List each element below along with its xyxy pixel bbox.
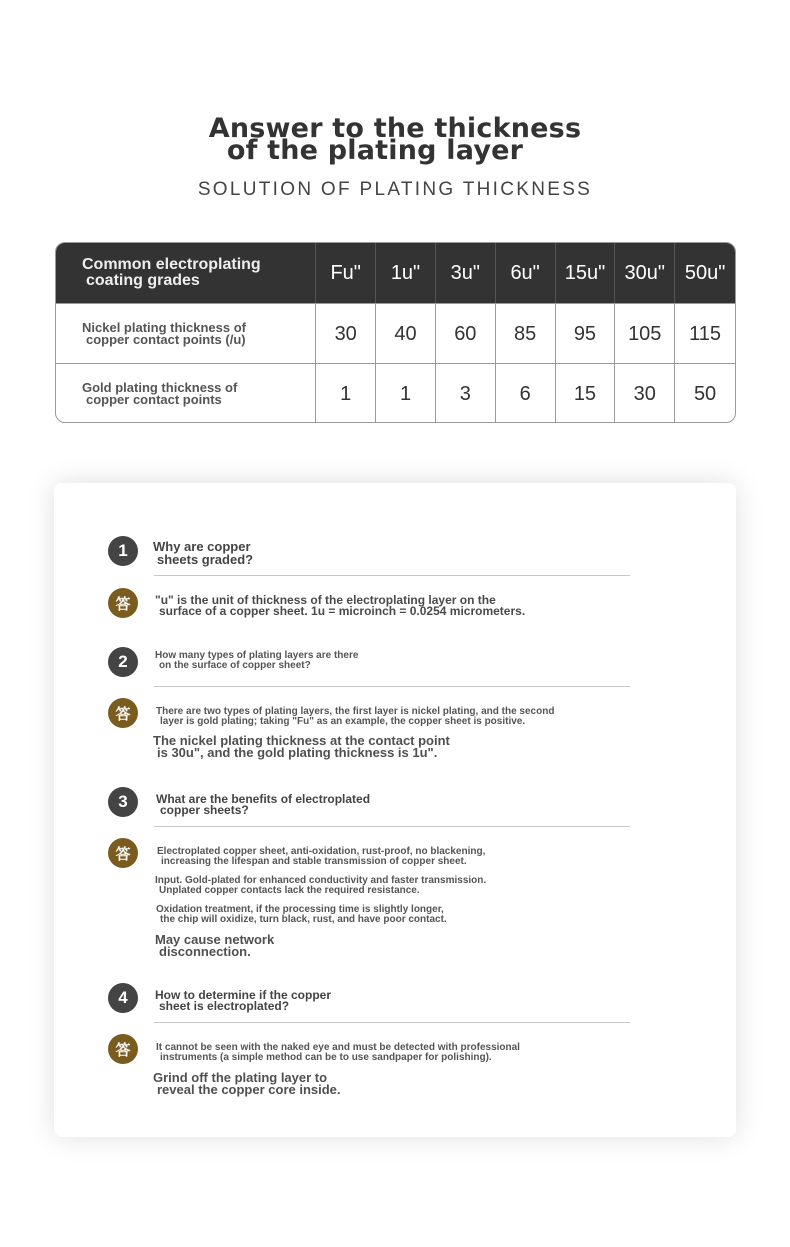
question-1-line-1: Why are copper — [153, 539, 251, 554]
grade-header-cell: Fu" — [315, 243, 375, 303]
answer-icon: 答 — [108, 588, 138, 618]
answer-3-line-3: Input. Gold-plated for enhanced conductivity and faster transmission. — [155, 875, 487, 886]
question-number-badge: 1 — [108, 536, 138, 566]
question-number-badge: 4 — [108, 983, 138, 1013]
answer-4-line-1: It cannot be seen with the naked eye and must be detected with professional — [156, 1042, 520, 1053]
question-number-badge: 3 — [108, 787, 138, 817]
gold-value-cell: 30 — [614, 364, 674, 423]
gold-label-line-2: copper contact points — [86, 392, 222, 407]
answer-2-part-2 — [153, 735, 450, 759]
answer-icon: 答 — [108, 1034, 138, 1064]
nickel-value-cell: 95 — [555, 304, 615, 364]
nickel-value-cell: 40 — [375, 304, 435, 364]
gold-value-cell: 1 — [375, 364, 435, 423]
nickel-value-cell: 85 — [495, 304, 555, 364]
grade-header-cell: 3u" — [435, 243, 495, 303]
answer-3-line-8: disconnection. — [159, 944, 251, 959]
faq-card — [54, 483, 736, 1137]
question-number-badge: 2 — [108, 647, 138, 677]
grade-header-cell: 6u" — [495, 243, 555, 303]
answer-3-line-6: the chip will oxidize, turn black, rust, and have poor contact. — [160, 914, 447, 925]
answer-4-part-2 — [153, 1072, 341, 1096]
answer-4-line-4: reveal the copper core inside. — [157, 1082, 341, 1097]
table-header-row — [56, 243, 735, 303]
question-4 — [155, 990, 331, 1012]
answer-3-line-7: May cause network — [155, 932, 275, 947]
divider — [154, 686, 630, 687]
plating-grade-table — [55, 242, 736, 423]
header-label — [56, 243, 315, 303]
gold-value-cell: 1 — [315, 364, 375, 423]
nickel-value-cell: 105 — [614, 304, 674, 364]
answer-2-part-1 — [156, 707, 554, 727]
grade-header-cell: 50u" — [674, 243, 735, 303]
nickel-row-label — [56, 304, 315, 364]
answer-2-line-3: The nickel plating thickness at the contact point — [153, 733, 450, 748]
gold-value-cell: 3 — [435, 364, 495, 423]
answer-4-line-2: instruments (a simple method can be to use sandpaper for polishing). — [160, 1052, 492, 1063]
question-1-line-2: sheets graded? — [157, 552, 254, 567]
page-subtitle: SOLUTION OF PLATING THICKNESS — [197, 179, 593, 200]
nickel-label-line-2: copper contact points (/u) — [86, 332, 246, 347]
question-2-line-1: How many types of plating layers are there — [155, 650, 359, 661]
divider — [154, 826, 630, 827]
gold-value-cell: 6 — [495, 364, 555, 423]
answer-3-part-1 — [157, 847, 485, 867]
answer-2-line-1: There are two types of plating layers, the first layer is nickel plating, and the second — [156, 706, 555, 717]
divider — [154, 575, 630, 576]
grade-header-cell: 1u" — [375, 243, 435, 303]
question-4-line-1: How to determine if the copper — [155, 988, 332, 1002]
gold-value-cell: 15 — [555, 364, 615, 423]
answer-3-line-5: Oxidation treatment, if the processing time is slightly longer, — [156, 904, 444, 915]
answer-3-part-4 — [155, 934, 274, 958]
nickel-value-cell: 115 — [674, 304, 735, 364]
answer-4-line-3: Grind off the plating layer to — [153, 1070, 328, 1085]
divider — [154, 1022, 630, 1023]
question-4-line-2: sheet is electroplated? — [159, 999, 290, 1013]
answer-4-part-1 — [156, 1043, 520, 1063]
question-2-line-2: on the surface of copper sheet? — [159, 660, 311, 671]
answer-3-part-3 — [156, 905, 447, 925]
nickel-value-cell: 30 — [315, 304, 375, 364]
nickel-value-cell: 60 — [435, 304, 495, 364]
answer-2-line-4: is 30u", and the gold plating thickness is 1u". — [157, 745, 438, 760]
question-3 — [156, 794, 370, 816]
table-row-nickel — [56, 303, 735, 364]
answer-1 — [155, 595, 525, 617]
grade-header-cell: 30u" — [614, 243, 674, 303]
title-line-1: Answer to the thickness — [208, 113, 582, 144]
grade-header-cell: 15u" — [555, 243, 615, 303]
question-1 — [153, 540, 253, 566]
table-row-gold — [56, 363, 735, 423]
title-block — [0, 113, 790, 201]
page-title — [0, 113, 790, 166]
header-label-line-1: Common electroplating — [82, 256, 261, 273]
gold-value-cell: 50 — [674, 364, 735, 423]
question-3-line-2: copper sheets? — [160, 803, 249, 817]
answer-3-part-2 — [155, 876, 486, 896]
answer-3-line-1: Electroplated copper sheet, anti-oxidation, rust-proof, no blackening, — [157, 846, 486, 857]
answer-1-line-2: surface of a copper sheet. 1u = microinch = 0.0254 micrometers. — [159, 604, 526, 618]
question-3-line-1: What are the benefits of electroplated — [156, 792, 371, 806]
question-2 — [155, 651, 358, 671]
header-label-line-2: coating grades — [86, 272, 200, 289]
answer-1-line-1: "u" is the unit of thickness of the electroplating layer on the — [155, 593, 496, 607]
answer-icon: 答 — [108, 838, 138, 868]
answer-3-line-4: Unplated copper contacts lack the required resistance. — [159, 885, 420, 896]
nickel-label-line-1: Nickel plating thickness of — [82, 320, 246, 335]
answer-icon: 答 — [108, 698, 138, 728]
title-line-2: of the plating layer — [226, 135, 524, 166]
gold-row-label — [56, 364, 315, 423]
answer-2-line-2: layer is gold plating; taking "Fu" as an example, the copper sheet is positive. — [160, 716, 526, 727]
gold-label-line-1: Gold plating thickness of — [82, 380, 238, 395]
answer-3-line-2: increasing the lifespan and stable transmission of copper sheet. — [161, 856, 467, 867]
